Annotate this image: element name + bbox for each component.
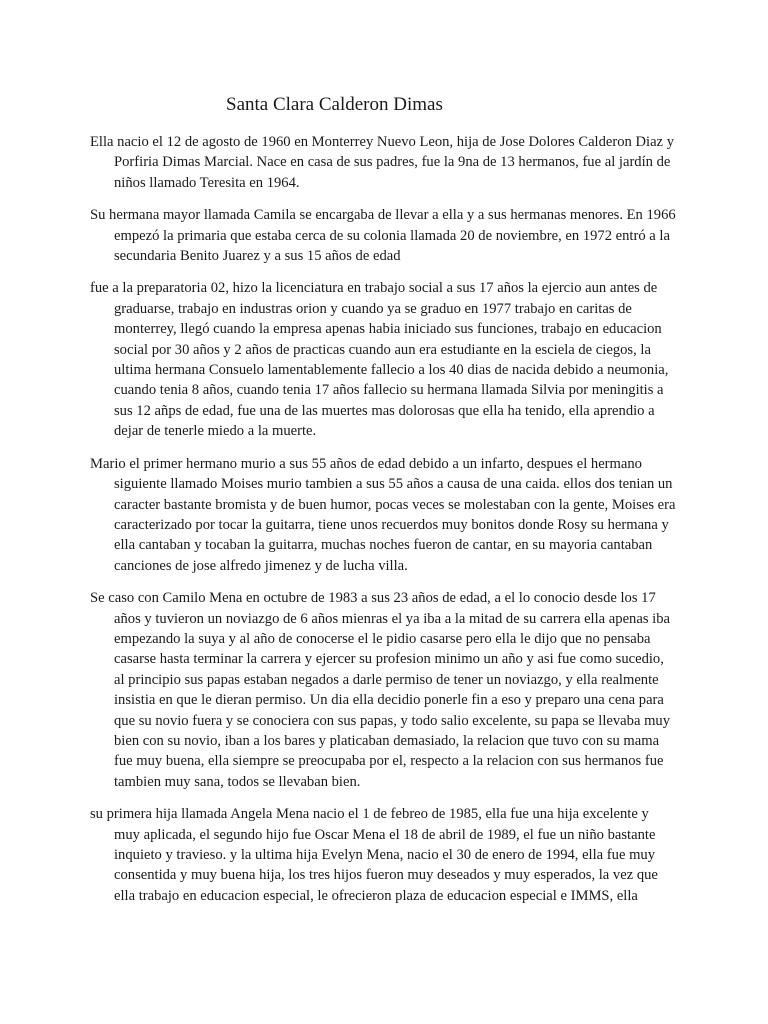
document-body xyxy=(90,132,678,918)
paragraph-career: fue a la preparatoria 02, hizo la licenciatura en trabajo social a sus 17 años la ejercio aun antes de graduarse, trabajo en industras orion y cuando ya se graduo en 1977 trabajo en caritas de monterrey, llegó cuando la empresa apenas habia iniciado sus funciones, trabajo en educacion social por 30 años y 2 años de practicas cuando aun era estudiante en la esciela de ciegos, la ultima hermana Consuelo lamentablemente fallecio a los 40 dias de nacida debido a neumonia, cuando tenia 8 años, cuando tenia 17 años fallecio su hermana llamada Silvia por meningitis a sus 12 añps de edad, fue una de las muertes mas dolorosas que ella ha tenido, ella aprendio a dejar de tenerle miedo a la muerte. xyxy=(90,280,669,440)
paragraph-birth: Ella nacio el 12 de agosto de 1960 en Monterrey Nuevo Leon, hija de Jose Dolores Calderon Diaz y Porfiria Dimas Marcial. Nace en casa de sus padres, fue la 9na de 13 hermanos, fue al jardín de niños llamado Teresita en 1964. xyxy=(90,134,674,191)
paragraph-children: su primera hija llamada Angela Mena nacio el 1 de febreo de 1985, ella fue una hija excelente y muy aplicada, el segundo hijo fue Oscar Mena el 18 de abril de 1989, el fue un niño bastante inquieto y travieso. y la ultima hija Evelyn Mena, nacio el 30 de enero de 1994, ella fue muy consentida y muy buena hija, los tres hijos fueron muy deseados y muy esperados, la vez que ella trabajo en educacion especial, le ofrecieron plaza de educacion especial e IMMS, ella xyxy=(90,806,658,904)
paragraph-brothers: Mario el primer hermano murio a sus 55 años de edad debido a un infarto, despues el hermano siguiente llamado Moises murio tambien a sus 55 años a causa de una caida. ellos dos tenian un caracter bastante bromista y de buen humor, pocas veces se molestaban con la gente, Moises era caracterizado por tocar la guitarra, tiene unos recuerdos muy bonitos donde Rosy su hermana y ella cantaban y tocaban la guitarra, muchas noches fueron de cantar, en su mayoria cantaban canciones de jose alfredo jimenez y de lucha villa. xyxy=(90,455,676,574)
document-title: Santa Clara Calderon Dimas xyxy=(226,94,443,115)
paragraph-marriage: Se caso con Camilo Mena en octubre de 1983 a sus 23 años de edad, a el lo conocio desde los 17 años y tuvieron un noviazgo de 6 años mienras el ya iba a la mitad de su carrera ella apenas iba empezando la suya y al año de conocerse el le pidio casarse pero ella le dijo que no pensaba casarse hasta terminar la carrera y ejercer su profesion minimo un año y asi fue como sucedio, al principio sus papas estaban negados a darle permiso de tener un noviazgo, y ella realmente insistia en que le dieran permiso. Un dia ella decidio ponerle fin a eso y preparo una cena para que su novio fuera y se conociera con sus papas, y todo salio excelente, su papa se llevaba muy bien con su novio, iban a los bares y platicaban demasiado, la relacion que tuvo con su mama fue muy buena, ella siempre se preocupaba por el, respecto a la relacion con sus hermanos fue tambien muy sana, todos se llevaban bien. xyxy=(90,590,671,790)
paragraph-schooling: Su hermana mayor llamada Camila se encargaba de llevar a ella y a sus hermanas menores. En 1966 empezó la primaria que estaba cerca de su colonia llamada 20 de noviembre, en 1972 entró a la secundaria Benito Juarez y a sus 15 años de edad xyxy=(90,207,676,265)
